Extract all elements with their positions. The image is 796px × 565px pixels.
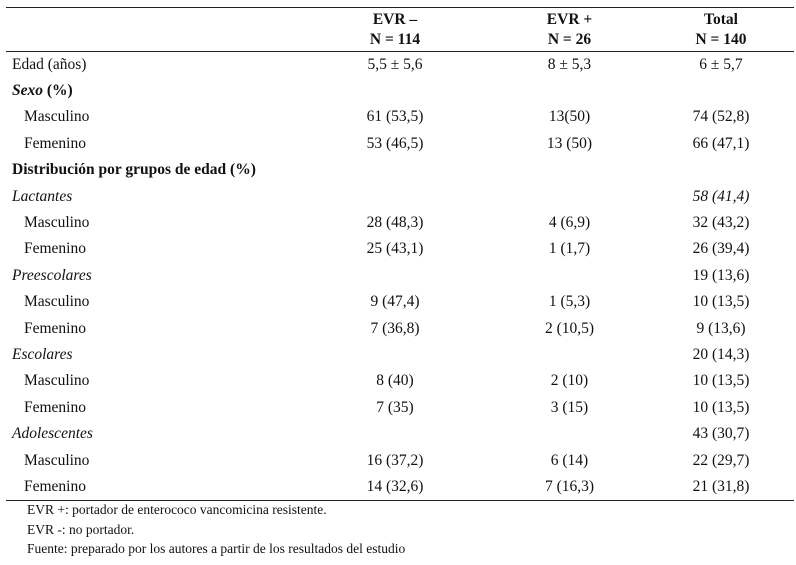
row-label: Femenino xyxy=(24,477,86,495)
cell-evr-negative xyxy=(299,183,491,209)
header-evr-positive-title: EVR + xyxy=(546,11,593,28)
cell-evr-negative xyxy=(299,342,491,368)
cell-total: 26 (39,4) xyxy=(692,240,750,258)
cell-evr-positive: 8 ± 5,3 xyxy=(547,55,592,73)
table-row-preescolares xyxy=(6,263,794,289)
table-row xyxy=(6,368,794,394)
cell-evr-positive xyxy=(491,78,648,104)
cell-evr-negative xyxy=(299,421,491,447)
footnote-source: Fuente: preparado por los autores a partir de los resultados del estudio xyxy=(27,541,406,556)
table-footnotes xyxy=(27,500,405,559)
cell-evr-positive xyxy=(491,183,648,209)
table-row xyxy=(6,236,794,262)
cell-evr-negative xyxy=(299,78,491,104)
cell-evr-positive xyxy=(491,263,648,289)
table-row-escolares xyxy=(6,342,794,368)
cell-total: 58 (41,4) xyxy=(692,187,750,205)
row-label: Edad (años) xyxy=(12,55,87,73)
row-label-suffix: (%) xyxy=(43,82,73,100)
header-evr-positive-n: N = 26 xyxy=(547,31,592,48)
cell-evr-positive: 2 (10,5) xyxy=(544,319,595,337)
cell-evr-positive: 3 (15) xyxy=(550,398,589,416)
cell-evr-positive: 13 (50) xyxy=(546,134,593,152)
table-row-distribucion-heading xyxy=(6,157,794,183)
cell-evr-negative: 28 (48,3) xyxy=(366,214,424,232)
cell-evr-negative: 8 (40) xyxy=(376,372,414,390)
row-label-italic: Sexo xyxy=(12,82,43,100)
table-row xyxy=(6,447,794,473)
row-label: Preescolares xyxy=(12,266,92,284)
header-evr-negative-title: EVR – xyxy=(372,11,418,28)
cell-evr-negative: 61 (53,5) xyxy=(366,108,424,126)
cell-evr-positive: 4 (6,9) xyxy=(548,214,591,232)
row-label xyxy=(6,78,299,104)
table-row xyxy=(6,210,794,236)
row-label: Femenino xyxy=(24,398,86,416)
cell-total: 10 (13,5) xyxy=(692,398,750,416)
cell-evr-negative: 25 (43,1) xyxy=(366,240,424,258)
row-label: Femenino xyxy=(24,319,86,337)
footnote-evr-negative: EVR -: no portador. xyxy=(27,521,135,537)
table-row-adolescentes xyxy=(6,421,794,447)
cell-total xyxy=(648,78,794,104)
row-label: Lactantes xyxy=(12,187,73,205)
cell-evr-positive: 13(50) xyxy=(548,108,591,126)
row-label: Femenino xyxy=(24,134,86,152)
table-row xyxy=(6,131,794,157)
cell-total: 6 ± 5,7 xyxy=(699,55,743,73)
cell-total: 19 (13,6) xyxy=(692,266,750,284)
header-evr-negative-n: N = 114 xyxy=(369,31,421,48)
header-empty xyxy=(6,8,299,52)
cell-evr-negative: 16 (37,2) xyxy=(366,451,424,469)
cell-total: 43 (30,7) xyxy=(692,425,750,443)
cell-total: 10 (13,5) xyxy=(692,372,750,390)
cell-total: 20 (14,3) xyxy=(692,345,750,363)
header-total xyxy=(648,8,794,52)
cell-total: 9 (13,6) xyxy=(696,319,746,337)
cell-total: 22 (29,7) xyxy=(692,451,750,469)
row-label: Masculino xyxy=(24,108,90,126)
row-label: Escolares xyxy=(12,345,73,363)
header-total-n: N = 140 xyxy=(695,31,747,48)
table-header xyxy=(6,8,794,52)
header-row xyxy=(6,8,794,52)
cell-evr-negative: 5,5 ± 5,6 xyxy=(367,55,423,73)
row-label: Masculino xyxy=(24,214,90,232)
table-row-edad xyxy=(6,52,794,78)
table-row xyxy=(6,474,794,500)
cell-total xyxy=(648,157,794,183)
cell-evr-positive: 7 (16,3) xyxy=(544,477,595,495)
cell-evr-positive xyxy=(491,157,648,183)
row-label: Masculino xyxy=(24,293,90,311)
cell-total: 21 (31,8) xyxy=(692,477,750,495)
data-table xyxy=(6,7,794,501)
table-row-lactantes xyxy=(6,183,794,209)
row-label: Masculino xyxy=(24,372,90,390)
table-row xyxy=(6,395,794,421)
row-label: Femenino xyxy=(24,240,86,258)
cell-total: 32 (43,2) xyxy=(692,214,750,232)
cell-evr-positive: 6 (14) xyxy=(550,451,589,469)
footnote-evr-positive: EVR +: portador de enterococo vancomicina resistente. xyxy=(27,502,327,517)
cell-total: 10 (13,5) xyxy=(692,293,750,311)
row-label: Masculino xyxy=(24,451,90,469)
cell-evr-negative: 7 (35) xyxy=(376,398,414,416)
table-body xyxy=(6,52,794,501)
header-evr-positive xyxy=(491,8,648,52)
row-label: Distribución por grupos de edad (%) xyxy=(12,161,256,179)
table-row-sexo-heading xyxy=(6,78,794,104)
cell-evr-positive: 1 (5,3) xyxy=(548,293,591,311)
cell-evr-positive: 1 (1,7) xyxy=(548,240,591,258)
cell-evr-positive xyxy=(491,342,648,368)
cell-total: 74 (52,8) xyxy=(692,108,750,126)
cell-evr-negative: 9 (47,4) xyxy=(370,293,420,311)
cell-evr-positive xyxy=(491,421,648,447)
row-label: Adolescentes xyxy=(12,425,93,443)
cell-evr-negative: 53 (46,5) xyxy=(366,134,424,152)
table-row xyxy=(6,315,794,341)
cell-evr-positive: 2 (10) xyxy=(550,372,589,390)
table-row xyxy=(6,289,794,315)
header-evr-negative xyxy=(299,8,491,52)
cell-evr-negative: 14 (32,6) xyxy=(366,477,424,495)
header-total-title: Total xyxy=(704,11,738,28)
cell-total: 66 (47,1) xyxy=(692,134,750,152)
table-row xyxy=(6,104,794,130)
cell-evr-negative: 7 (36,8) xyxy=(370,319,420,337)
cell-evr-negative xyxy=(299,263,491,289)
